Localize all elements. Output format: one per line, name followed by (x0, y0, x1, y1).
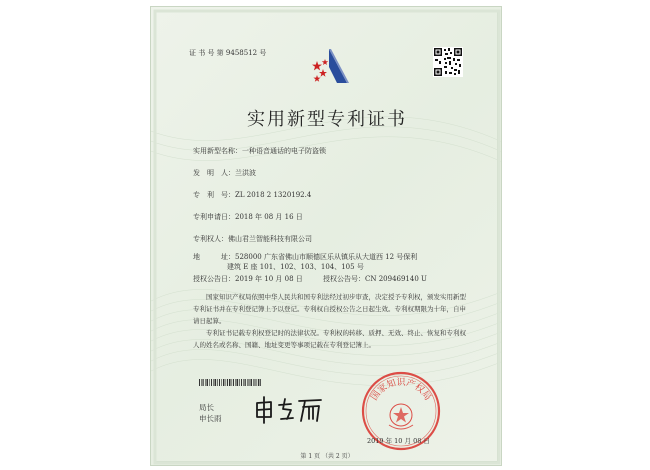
field-patent-number (193, 191, 311, 200)
field-grant-number (323, 275, 427, 284)
field-filing-date (193, 213, 303, 222)
cert-number-value: 9458512 号 (225, 49, 267, 57)
field-name-label: 实用新型名称： (193, 147, 242, 155)
field-grant-date-value: 2019 年 10 月 08 日 (235, 275, 303, 283)
field-grant-number-label: 授权公告号： (323, 275, 365, 283)
handwritten-signature (251, 395, 327, 425)
field-holder (193, 235, 312, 244)
cert-number (189, 49, 266, 58)
certificate-title: 实用新型专利证书 (247, 109, 407, 130)
field-address (193, 253, 417, 262)
signatory-name: 申长雨 (199, 414, 222, 423)
seal-date: 2019 年 10 月 08 日 (367, 437, 430, 445)
field-address-line2: 建筑 E 座 101、102、103、104、105 号 (227, 263, 364, 271)
patent-certificate (150, 6, 502, 466)
barcode-icon (199, 379, 261, 386)
seal-text: 国家知识产权局 (369, 378, 433, 403)
field-inventor-value: 兰洪波 (235, 169, 256, 177)
field-inventor-label: 发 明 人： (193, 169, 235, 177)
statement-paragraph-1: 国家知识产权局依照中华人民共和国专利法经过初步审查，决定授予专利权，颁发实用新型专利证书并在专利登记簿上予以登记。专利权自授权公告之日起生效。专利权期限为十年，自申请日起算。 (193, 293, 466, 325)
field-inventor (193, 169, 256, 178)
field-name (193, 147, 326, 156)
field-filing-date-label: 专利申请日： (193, 213, 235, 221)
field-name-value: 一种语音通话的电子防盗锁 (242, 147, 326, 155)
qr-code-icon (433, 47, 463, 77)
field-filing-date-value: 2018 年 08 月 16 日 (235, 213, 303, 221)
field-grant-date-label: 授权公告日： (193, 275, 235, 283)
statement-paragraph-2: 专利证书记载专利权登记时的法律状况。专利权的转移、质押、无效、终止、恢复和专利权人的姓名或名称、国籍、地址变更等事项记载在专利登记簿上。 (193, 329, 466, 349)
cert-number-label: 证 书 号 第 (189, 49, 224, 57)
field-holder-label: 专利权人： (193, 235, 228, 243)
signatory-title: 局长 (199, 403, 214, 412)
field-grant-date (193, 275, 303, 284)
cnipa-logo-icon (309, 47, 353, 87)
field-holder-value: 佛山君兰智能科技有限公司 (228, 235, 312, 243)
field-address-line1: 528000 广东省佛山市顺德区乐从镇乐从大道西 12 号保利 (235, 253, 418, 261)
field-address-label: 地 址： (193, 253, 235, 261)
field-patent-number-value: ZL 2018 2 1320192.4 (235, 191, 312, 199)
page-footer: 第 1 页 （共 2 页） (300, 453, 354, 460)
field-patent-number-label: 专 利 号： (193, 191, 235, 199)
field-grant-number-value: CN 209469140 U (365, 275, 427, 283)
